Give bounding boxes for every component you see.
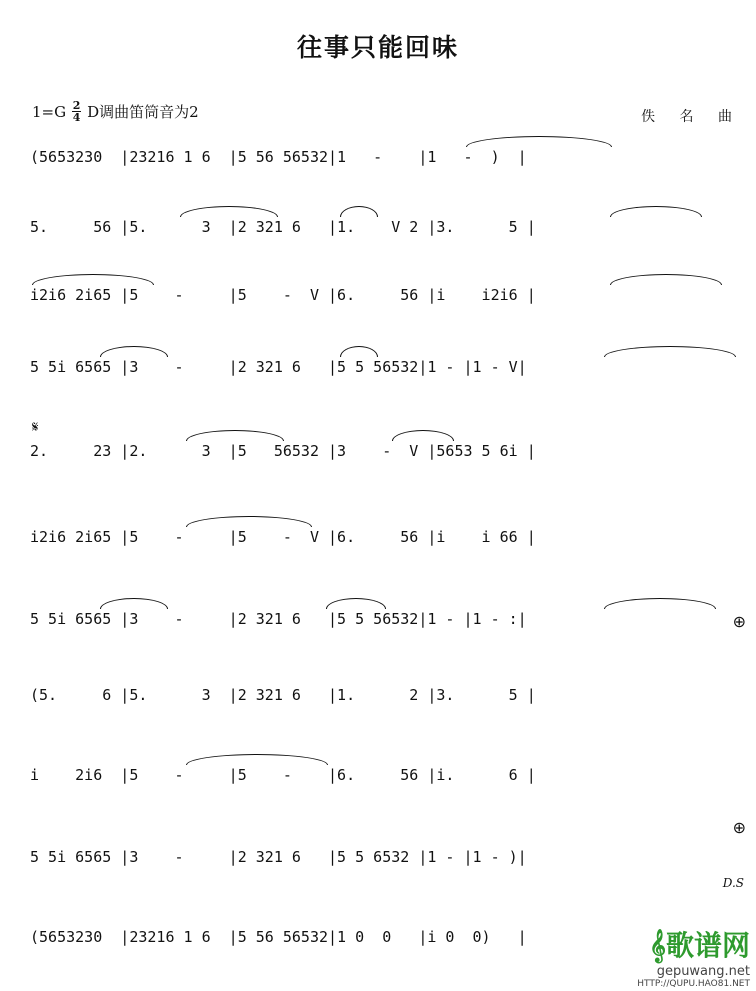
- score-line-5: [0, 424, 756, 484]
- dal-segno-mark: D.S: [722, 876, 744, 890]
- segno-icon: 𝄋: [32, 418, 39, 436]
- coda-icon-2: ⊕: [732, 818, 746, 837]
- instrument-instruction: D调曲笛筒音为2: [87, 103, 199, 121]
- watermark-site: gepuwang.net: [656, 964, 750, 979]
- notation-line: 2. 23 |2. 3 |5 56532 |3 - V |5653 5 6i |: [30, 442, 536, 460]
- notation-line: (5. 6 |5. 3 |2 321 6 |1. 2 |3. 5 |: [30, 686, 536, 704]
- time-signature: [72, 100, 81, 123]
- meter-top: 2: [72, 99, 81, 112]
- meter-bottom: 4: [72, 111, 81, 124]
- score-line-8: [0, 668, 756, 728]
- watermark: [637, 924, 750, 989]
- watermark-url: HTTP://QUPU.HAO81.NET: [637, 979, 750, 989]
- notation-line: i2i6 2i65 |5 - |5 - V |6. 56 |i i2i6 |: [30, 286, 536, 304]
- notation-line: 5 5i 6565 |3 - |2 321 6 |5 5 56532|1 - |1 - :|: [30, 610, 527, 628]
- score-line-4: [0, 340, 756, 400]
- notation-line: 5 5i 6565 |3 - |2 321 6 |5 5 6532 |1 - |1 - )|: [30, 848, 527, 866]
- score-line-6: [0, 510, 756, 570]
- notation-line: i2i6 2i65 |5 - |5 - V |6. 56 |i i 66 |: [30, 528, 536, 546]
- page-title: 往事只能回味: [296, 33, 459, 62]
- key-signature: [32, 100, 199, 123]
- notation-line: (5653230 |23216 1 6 |5 56 56532|1 - |1 - ) |: [30, 148, 527, 166]
- notation-line: i 2i6 |5 - |5 - |6. 56 |i. 6 |: [30, 766, 536, 784]
- notation-line: (5653230 |23216 1 6 |5 56 56532|1 0 0 |i 0 0) |: [30, 928, 527, 946]
- tonality: 1=G: [32, 102, 67, 121]
- coda-icon: ⊕: [732, 612, 746, 631]
- score-line-10: [0, 830, 756, 890]
- score-line-3: [0, 268, 756, 328]
- score-line-1: [0, 130, 756, 190]
- composer-credit: 佚 名 曲: [641, 109, 742, 125]
- notation-line: 5 5i 6565 |3 - |2 321 6 |5 5 56532|1 - |1 - V|: [30, 358, 527, 376]
- score-line-7: [0, 592, 756, 652]
- score-line-2: [0, 200, 756, 260]
- score-line-9: [0, 748, 756, 808]
- watermark-logo: 𝄞歌谱网: [649, 929, 750, 962]
- notation-line: 5. 56 |5. 3 |2 321 6 |1. V 2 |3. 5 |: [30, 218, 536, 236]
